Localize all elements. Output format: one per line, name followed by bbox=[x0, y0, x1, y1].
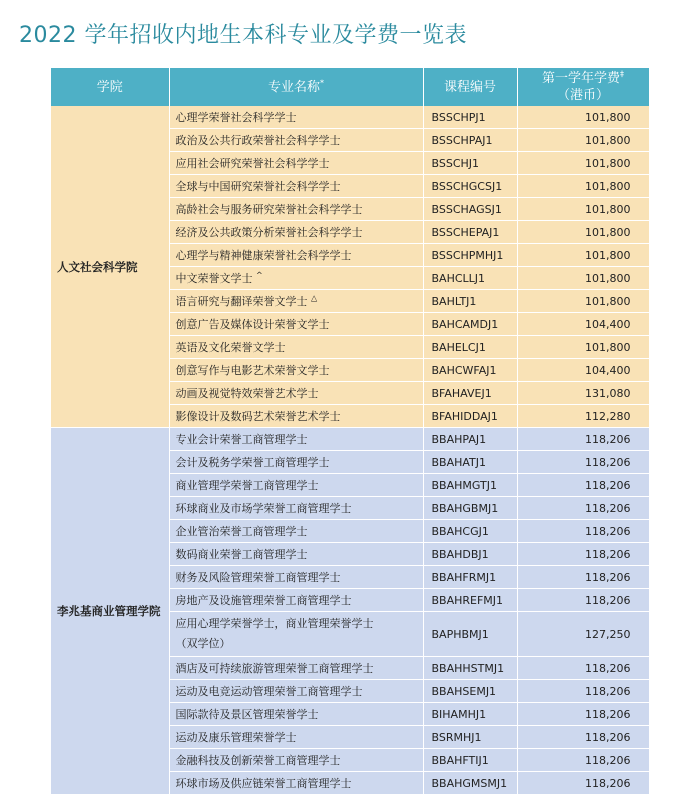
tuition-fee: 118,206 bbox=[517, 703, 649, 726]
course-code: BBAHFTIJ1 bbox=[423, 749, 517, 772]
program-name bbox=[169, 313, 423, 336]
program-name bbox=[169, 726, 423, 749]
tuition-fee: 118,206 bbox=[517, 474, 649, 497]
school-cell: 人文社会科学院 bbox=[51, 106, 169, 428]
program-label: 运动及电竞运动管理荣誉工商管理学士 bbox=[175, 685, 363, 698]
tuition-fee: 101,800 bbox=[517, 198, 649, 221]
header-code: 课程编号 bbox=[423, 68, 517, 106]
course-code: BBAHATJ1 bbox=[423, 451, 517, 474]
tuition-fee: 101,800 bbox=[517, 129, 649, 152]
program-name bbox=[169, 336, 423, 359]
header-school: 学院 bbox=[51, 68, 169, 106]
course-code: BBAHMGTJ1 bbox=[423, 474, 517, 497]
course-code: BSSCHEPAJ1 bbox=[423, 221, 517, 244]
course-code: BSSCHPJ1 bbox=[423, 106, 517, 129]
course-code: BBAHGBMJ1 bbox=[423, 497, 517, 520]
program-label: 会计及税务学荣誉工商管理学士 bbox=[175, 456, 330, 469]
course-code: BAHCAMDJ1 bbox=[423, 313, 517, 336]
program-label: 中文荣誉文学士 bbox=[175, 272, 253, 285]
course-code: BBAHFRMJ1 bbox=[423, 566, 517, 589]
program-name bbox=[169, 244, 423, 267]
program-name bbox=[169, 589, 423, 612]
program-label: 环球商业及市场学荣誉工商管理学士 bbox=[175, 502, 352, 515]
program-name bbox=[169, 221, 423, 244]
program-label: 心理学荣誉社会科学学士 bbox=[175, 111, 297, 124]
program-label: 心理学与精神健康荣誉社会科学学士 bbox=[175, 249, 352, 262]
program-label: 运动及康乐管理荣誉学士 bbox=[175, 731, 297, 744]
program-name bbox=[169, 152, 423, 175]
program-label: 环球市场及供应链荣誉工商管理学士 bbox=[175, 777, 352, 790]
tuition-fee: 101,800 bbox=[517, 175, 649, 198]
tuition-fee: 118,206 bbox=[517, 772, 649, 795]
program-name bbox=[169, 680, 423, 703]
course-code: BAHELCJ1 bbox=[423, 336, 517, 359]
tuition-fee: 101,800 bbox=[517, 290, 649, 313]
table-row bbox=[51, 106, 649, 129]
program-name bbox=[169, 520, 423, 543]
tuition-fee: 101,800 bbox=[517, 267, 649, 290]
course-code: BBAHPAJ1 bbox=[423, 428, 517, 451]
program-name bbox=[169, 612, 423, 657]
program-label: 全球与中国研究荣誉社会科学学士 bbox=[175, 180, 341, 193]
program-name bbox=[169, 543, 423, 566]
program-name bbox=[169, 359, 423, 382]
course-code: BAHCLLJ1 bbox=[423, 267, 517, 290]
page-title: 2022 学年招收内地生本科专业及学费一览表 bbox=[19, 23, 467, 48]
course-code: BBAHSEMJ1 bbox=[423, 680, 517, 703]
program-label: 经济及公共政策分析荣誉社会科学学士 bbox=[175, 226, 363, 239]
program-label: 房地产及设施管理荣誉工商管理学士 bbox=[175, 594, 352, 607]
program-label: 创意广告及媒体设计荣誉文学士 bbox=[175, 318, 330, 331]
program-name bbox=[169, 497, 423, 520]
program-name bbox=[169, 428, 423, 451]
program-footnote-mark: ^ bbox=[256, 270, 263, 280]
school-cell: 李兆基商业管理学院 bbox=[51, 428, 169, 795]
tuition-fee: 127,250 bbox=[517, 612, 649, 657]
program-label: 商业管理学荣誉工商管理学士 bbox=[175, 479, 319, 492]
program-name bbox=[169, 405, 423, 428]
program-name bbox=[169, 198, 423, 221]
program-label: 高龄社会与服务研究荣誉社会科学学士 bbox=[175, 203, 363, 216]
tuition-fee: 101,800 bbox=[517, 244, 649, 267]
program-name bbox=[169, 129, 423, 152]
program-label: 应用社会研究荣誉社会科学学士 bbox=[175, 157, 330, 170]
program-name bbox=[169, 382, 423, 405]
course-code: BAHLTJ1 bbox=[423, 290, 517, 313]
course-code: BSSCHJ1 bbox=[423, 152, 517, 175]
program-name bbox=[169, 106, 423, 129]
tuition-fee: 101,800 bbox=[517, 221, 649, 244]
program-name bbox=[169, 290, 423, 313]
header-program: 专业名称* bbox=[169, 68, 423, 106]
table-row bbox=[51, 428, 649, 451]
tuition-fee: 118,206 bbox=[517, 726, 649, 749]
program-name bbox=[169, 566, 423, 589]
tuition-fee: 104,400 bbox=[517, 359, 649, 382]
tuition-fee: 101,800 bbox=[517, 336, 649, 359]
program-label: 语言研究与翻译荣誉文学士 bbox=[175, 295, 308, 308]
program-label: 政治及公共行政荣誉社会科学学士 bbox=[175, 134, 341, 147]
program-label: 创意写作与电影艺术荣誉文学士 bbox=[175, 364, 330, 377]
tuition-fee: 118,206 bbox=[517, 497, 649, 520]
program-footnote-mark: △ bbox=[311, 293, 318, 303]
tuition-fee: 118,206 bbox=[517, 566, 649, 589]
tuition-fee: 118,206 bbox=[517, 543, 649, 566]
course-code: BBAHHSTMJ1 bbox=[423, 657, 517, 680]
course-code: BFAHIDDAJ1 bbox=[423, 405, 517, 428]
header-fee: 第一学年学费‡ （港币） bbox=[517, 68, 649, 106]
course-code: BSSCHPAJ1 bbox=[423, 129, 517, 152]
course-code: BSSCHPMHJ1 bbox=[423, 244, 517, 267]
course-code: BSSCHAGSJ1 bbox=[423, 198, 517, 221]
program-name bbox=[169, 175, 423, 198]
program-label: 专业会计荣誉工商管理学士 bbox=[175, 433, 308, 446]
tuition-fee: 112,280 bbox=[517, 405, 649, 428]
tuition-fee: 101,800 bbox=[517, 152, 649, 175]
program-name bbox=[169, 703, 423, 726]
course-code: BAHCWFAJ1 bbox=[423, 359, 517, 382]
course-code: BAPHBMJ1 bbox=[423, 612, 517, 657]
course-code: BSRMHJ1 bbox=[423, 726, 517, 749]
tuition-fee: 118,206 bbox=[517, 749, 649, 772]
program-label: 英语及文化荣誉文学士 bbox=[175, 341, 286, 354]
table-header-row bbox=[51, 68, 649, 106]
course-code: BSSCHGCSJ1 bbox=[423, 175, 517, 198]
course-code: BBAHREFMJ1 bbox=[423, 589, 517, 612]
program-name bbox=[169, 772, 423, 795]
program-label: 影像设计及数码艺术荣誉艺术学士 bbox=[175, 410, 341, 423]
program-label: 数码商业荣誉工商管理学士 bbox=[175, 548, 308, 561]
tuition-fee: 118,206 bbox=[517, 680, 649, 703]
tuition-fee: 118,206 bbox=[517, 589, 649, 612]
tuition-fee: 101,800 bbox=[517, 106, 649, 129]
course-code: BBAHDBJ1 bbox=[423, 543, 517, 566]
tuition-fee: 118,206 bbox=[517, 428, 649, 451]
program-name bbox=[169, 267, 423, 290]
tuition-fee: 118,206 bbox=[517, 520, 649, 543]
program-label: 酒店及可持续旅游管理荣誉工商管理学士 bbox=[175, 662, 374, 675]
tuition-fee: 104,400 bbox=[517, 313, 649, 336]
program-name bbox=[169, 474, 423, 497]
program-label: 应用心理学荣誉学士，商业管理荣誉学士 bbox=[175, 617, 374, 630]
course-code: BFAHAVEJ1 bbox=[423, 382, 517, 405]
program-name bbox=[169, 657, 423, 680]
program-name bbox=[169, 451, 423, 474]
program-label-line2: （双学位） bbox=[175, 637, 231, 650]
course-code: BIHAMHJ1 bbox=[423, 703, 517, 726]
program-label: 财务及风险管理荣誉工商管理学士 bbox=[175, 571, 341, 584]
fee-table bbox=[51, 68, 650, 795]
program-name bbox=[169, 749, 423, 772]
course-code: BBAHGMSMJ1 bbox=[423, 772, 517, 795]
tuition-fee: 131,080 bbox=[517, 382, 649, 405]
program-label: 国际款待及景区管理荣誉学士 bbox=[175, 708, 319, 721]
program-label: 动画及视觉特效荣誉艺术学士 bbox=[175, 387, 319, 400]
program-label: 金融科技及创新荣誉工商管理学士 bbox=[175, 754, 341, 767]
tuition-fee: 118,206 bbox=[517, 657, 649, 680]
tuition-fee: 118,206 bbox=[517, 451, 649, 474]
course-code: BBAHCGJ1 bbox=[423, 520, 517, 543]
program-label: 企业管治荣誉工商管理学士 bbox=[175, 525, 308, 538]
